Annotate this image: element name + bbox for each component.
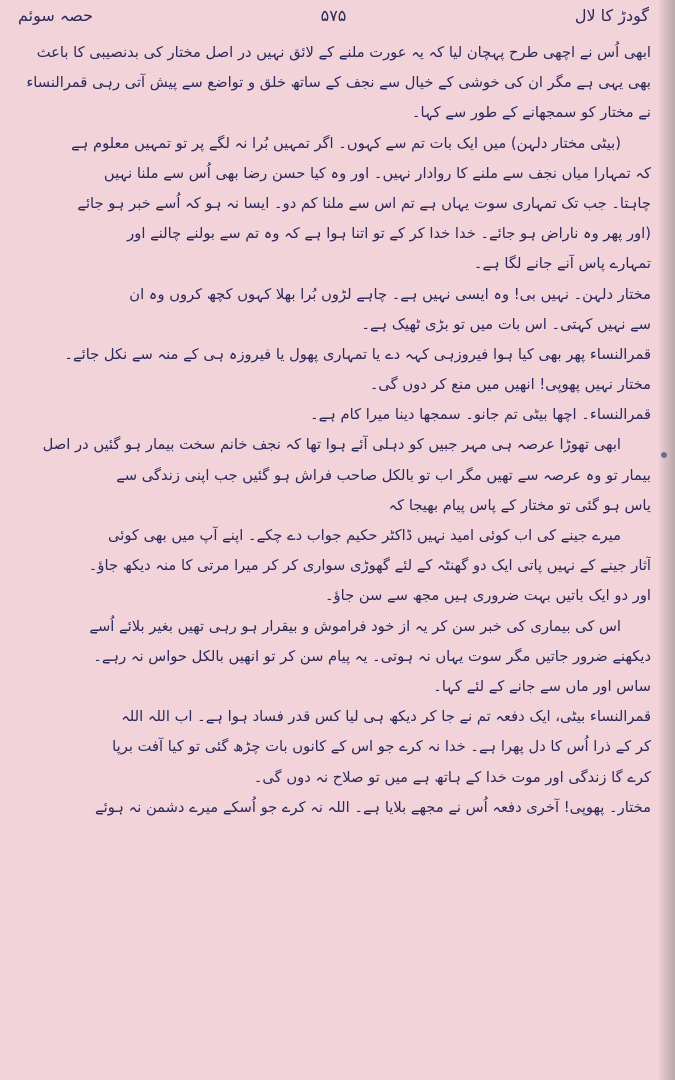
text-line: اس کی بیماری کی خبر سن کر یہ از خود فراموش و بیقرار ہو رہی تھیں بغیر بلائے اُسے [89, 617, 621, 635]
text-line: مختار۔ پھوپی! آخری دفعہ اُس نے مجھے بلایا ہے۔ اللہ نہ کرے جو اُسکے میرے دشمن نہ ہوئے [95, 798, 651, 816]
body-text [16, 38, 651, 823]
text-line: ساس اور ماں سے جانے کے لئے کہا۔ [433, 677, 651, 695]
text-line: آثار جینے کے نہیں پاتی ایک دو گھنٹہ کے لئے گھوڑی سواری کر کر میرا مرتی کا منہ دیکھ جاؤ۔ [88, 557, 651, 575]
text-line: کہ تمہارا میاں نجف سے ملنے کا روادار نہیں۔ اور وہ کیا حسن رضا بھی اُس سے ملنا نہیں [103, 164, 651, 182]
text-line: ابھی اُس نے اچھی طرح پہچان لیا کہ یہ عورت ملنے کے لائق نہیں در اصل مختار کی بدنصیبی کا باعث [36, 44, 651, 61]
text-line: کر کے ذرا اُس کا دل پھرا ہے۔ خدا نہ کرے جو اس کے کانوں بات چڑھ گئی تو کیا آفت برپا [112, 738, 651, 756]
text-line: میرے جینے کی اب کوئی امید نہیں ڈاکٹر حکیم جواب دے چکے۔ اپنے آپ میں بھی کوئی [108, 527, 621, 544]
text-line: کرے گا زندگی اور موت خدا کے ہاتھ ہے میں تو صلاح نہ دوں گی۔ [253, 768, 651, 786]
text-line: قمرالنساء پھر بھی کیا ہوا فیروزہی کہہ دے یا تمہاری پھول یا فیروزہ ہی کے منہ سے نکل جائے۔ [64, 345, 651, 363]
text-line: (بیٹی مختار دلہن) میں ایک بات تم سے کہوں۔ اگر تمہیں بُرا نہ لگے پر تو تمہیں معلوم ہے [71, 134, 621, 152]
page-header [18, 6, 649, 32]
text-line: قمرالنساء۔ اچھا بیٹی تم جانو۔ سمجھا دینا میرا کام ہے۔ [310, 406, 651, 424]
page-edge [659, 0, 675, 1080]
text-line: قمرالنساء بیٹی، ایک دفعہ تم نے جا کر دیکھ ہی لیا کس قدر فساد ہوا ہے۔ اب اللہ اللہ [121, 708, 651, 726]
text-line: یاس ہو گئی تو مختار کے پاس پیام بھیجا کہ [388, 496, 651, 514]
section-label: حصہ سوئم [18, 6, 93, 25]
text-line: ابھی تھوڑا عرصہ ہی مہر جبیں کو دہلی آئے ہوا تھا کہ نجف خانم سخت بیمار ہو گئیں در اصل [42, 436, 621, 454]
text-line: سے نہیں کہتی۔ اس بات میں تو بڑی ٹھیک ہے۔ [361, 315, 651, 333]
text-line: اور دو ایک باتیں بہت ضروری ہیں مجھ سے سن جاؤ۔ [324, 587, 651, 605]
text-line: دیکھنے ضرور جاتیں مگر سوت یہاں نہ ہوتی۔ یہ پیام سن کر تو انھیں بالکل حواس نہ رہے۔ [93, 647, 651, 665]
text-line: مختار نہیں پھوپی! انھیں میں منع کر دوں گی۔ [369, 376, 651, 394]
text-line: بھی یہی ہے مگر ان کی خوشی کے خیال سے نجف کے ساتھ خلق و تواضع سے پیش آتی رہی قمرالنساء [26, 74, 651, 92]
text-line: چاہتا۔ جب تک تمہاری سوت یہاں ہے تم اس سے ملنا کم دو۔ ایسا نہ ہو کہ اُسے خبر ہو جائے [77, 194, 651, 212]
text-line: بیمار تو وہ عرصہ سے تھیں مگر اب تو بالکل صاحب فراش ہو گئیں جب اپنی زندگی سے [116, 466, 651, 484]
book-title: گودڑ کا لال [574, 6, 649, 25]
page-number: ۵۷۵ [320, 6, 347, 25]
text-line: نے مختار کو سمجھانے کے طور سے کہا۔ [411, 104, 651, 122]
text-line: (اور پھر وہ ناراض ہو جائے۔ خدا خدا کر کے تو اتنا ہوا ہے کہ وہ تم سے بولنے چالنے اور [127, 225, 651, 243]
text-line: مختار دلہن۔ نہیں بی! وہ ایسی نہیں ہے۔ چاہے لڑوں بُرا بھلا کہوں کچھ کروں وہ ان [129, 285, 651, 303]
text-line: تمہارے پاس آنے جانے لگا ہے۔ [473, 255, 651, 273]
margin-dot [661, 452, 667, 458]
